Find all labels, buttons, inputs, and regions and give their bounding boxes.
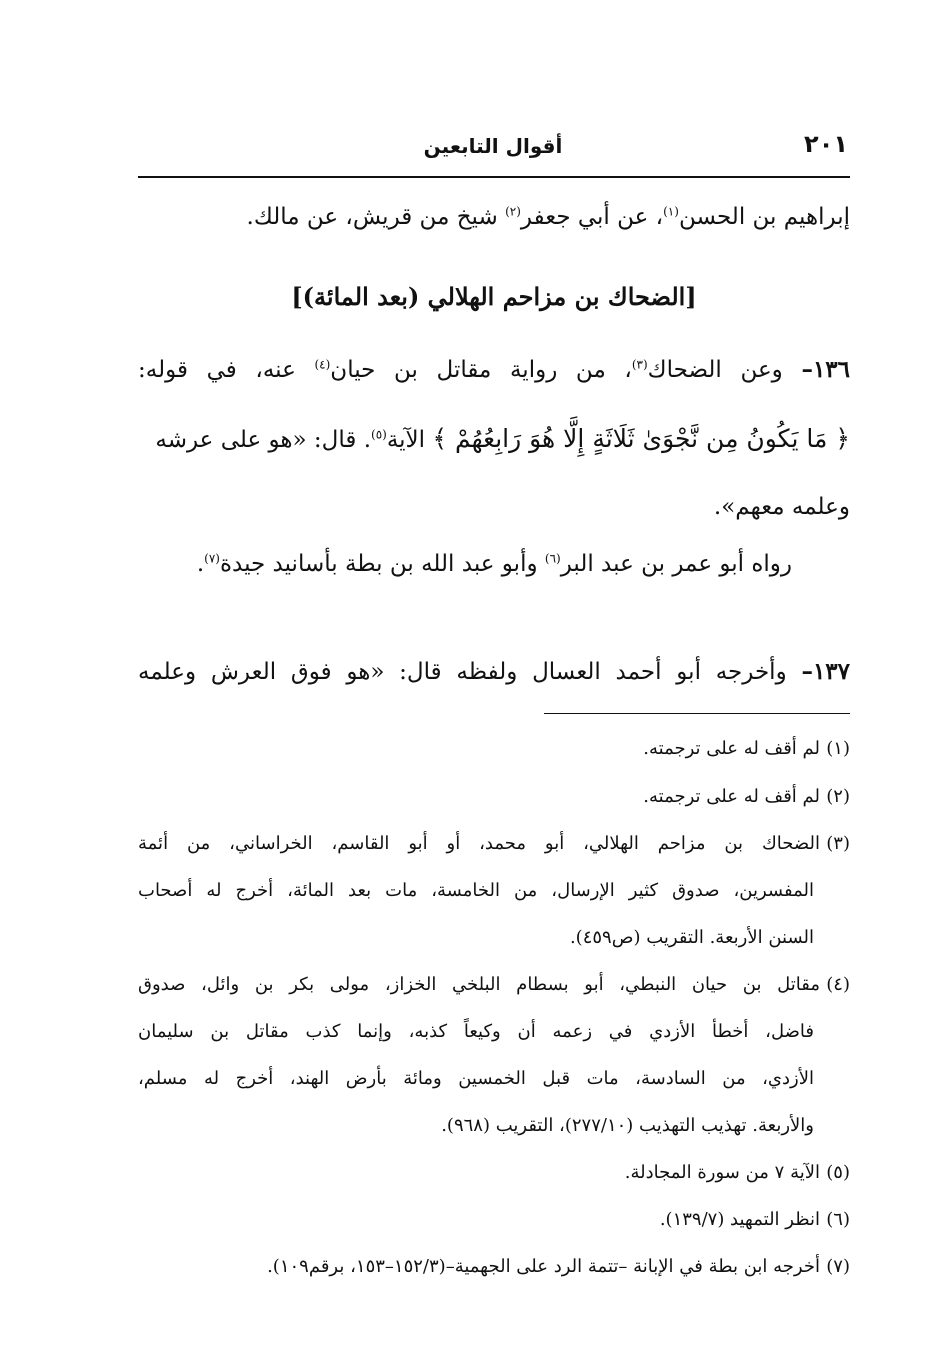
footnote-ref-2[interactable]: (٢) xyxy=(505,204,521,219)
footnote-3-line-3: السنن الأربعة. التقريب (ص٤٥٩). xyxy=(569,927,814,948)
footnote-mark: (٣) xyxy=(826,833,850,854)
text-run: وأبو عبد الله بن بطة بأسانيد جيدة xyxy=(219,551,545,577)
footnote-7 xyxy=(138,1252,850,1282)
section-heading: [الضحاك بن مزاحم الهلالي (بعد المائة)] xyxy=(291,282,697,311)
paragraph-136-line-2 xyxy=(138,422,850,457)
text-run: ، من رواية مقاتل بن حيان xyxy=(330,357,632,383)
footnote-mark: (٦) xyxy=(826,1209,850,1230)
footnote-ref-7[interactable]: (٧) xyxy=(204,551,220,566)
footnote-3 xyxy=(138,829,850,859)
footnote-2 xyxy=(138,782,850,812)
paragraph-136-line-1 xyxy=(138,353,850,387)
footnote-ref-3[interactable]: (٣) xyxy=(631,357,648,372)
footnote-4-line-3: الأزدي، من السادسة، مات قبل الخمسين ومائة بأرض الهند، أخرج له مسلم، xyxy=(138,1068,814,1089)
paragraph-137-line-1 xyxy=(138,655,850,689)
footnote-separator xyxy=(544,713,850,714)
running-title: أقوال التابعين xyxy=(423,134,563,158)
quran-verse: ﴿ مَا يَكُونُ مِن نَّجْوَىٰ ثَلَاثَةٍ إِلَّا هُوَ رَابِعُهُمْ ﴾ xyxy=(432,424,850,453)
footnote-4-line-2: فاضل، أخطأ الأزدي في زعمه أن وكيعاً كذبه، وإنما كذب مقاتل بن سليمان xyxy=(138,1021,814,1042)
text-run: وعن الضحاك xyxy=(647,357,802,383)
footnote-3-line-2: المفسرين، صدوق كثير الإرسال، من الخامسة، مات بعد المائة، أخرج له أصحاب xyxy=(138,880,814,901)
footnote-ref-1[interactable]: (١) xyxy=(663,204,679,219)
body-line-1 xyxy=(138,200,850,234)
text-run: وأخرجه أبو أحمد العسال ولفظه قال: «هو فوق العرش وعلمه xyxy=(138,659,802,685)
footnote-text: الضحاك بن مزاحم الهلالي، أبو محمد، أو أبو القاسم، الخراساني، من أئمة xyxy=(138,833,820,854)
footnote-6 xyxy=(138,1205,850,1235)
footnote-ref-5[interactable]: (٥) xyxy=(371,427,387,442)
text-run: إبراهيم بن الحسن xyxy=(678,204,850,230)
page-number: ٢٠١ xyxy=(804,130,848,158)
footnote-4 xyxy=(138,970,850,1000)
footnote-text: لم أقف له على ترجمته. xyxy=(643,738,820,759)
text-run: . قال: «هو على عرشه xyxy=(155,427,371,453)
text-run: الآية xyxy=(386,427,433,453)
footnote-mark: (٢) xyxy=(826,786,850,807)
header-rule xyxy=(138,176,850,178)
footnote-mark: (٥) xyxy=(826,1162,850,1183)
footnote-mark: (٤) xyxy=(826,974,850,995)
footnote-5 xyxy=(138,1158,850,1188)
footnote-text: لم أقف له على ترجمته. xyxy=(643,786,820,807)
item-number-136: ١٣٦– xyxy=(801,356,850,383)
footnote-ref-4[interactable]: (٤) xyxy=(314,357,331,372)
running-header xyxy=(138,130,848,170)
text-run: . xyxy=(196,551,205,577)
footnote-text: أخرجه ابن بطة في الإبانة –تتمة الرد على الجهمية–(١٥٢/٣–١٥٣، برقم١٠٩). xyxy=(267,1256,820,1277)
text-run: رواه أبو عمر بن عبد البر xyxy=(560,551,792,577)
narration-line xyxy=(138,547,850,581)
text-run: ، عن أبي جعفر xyxy=(520,204,664,230)
text-run: شيخ من قريش، عن مالك. xyxy=(246,204,506,230)
paragraph-136-line-3: وعلمه معهم». xyxy=(713,494,850,520)
footnote-text: الآية ٧ من سورة المجادلة. xyxy=(624,1162,820,1183)
footnote-4-line-4: والأربعة. تهذيب التهذيب (٢٧٧/١٠)، التقريب (٩٦٨). xyxy=(441,1115,814,1136)
text-run: عنه، في قوله: xyxy=(138,357,315,383)
footnote-text: مقاتل بن حيان النبطي، أبو بسطام البلخي الخزاز، مولى بكر بن وائل، صدوق xyxy=(138,974,820,995)
item-number-137: ١٣٧– xyxy=(801,658,850,685)
footnote-ref-6[interactable]: (٦) xyxy=(544,551,561,566)
footnote-mark: (١) xyxy=(826,738,850,759)
footnote-mark: (٧) xyxy=(826,1256,850,1277)
footnote-1 xyxy=(138,734,850,764)
footnote-text: انظر التمهيد (١٣٩/٧). xyxy=(659,1209,820,1230)
